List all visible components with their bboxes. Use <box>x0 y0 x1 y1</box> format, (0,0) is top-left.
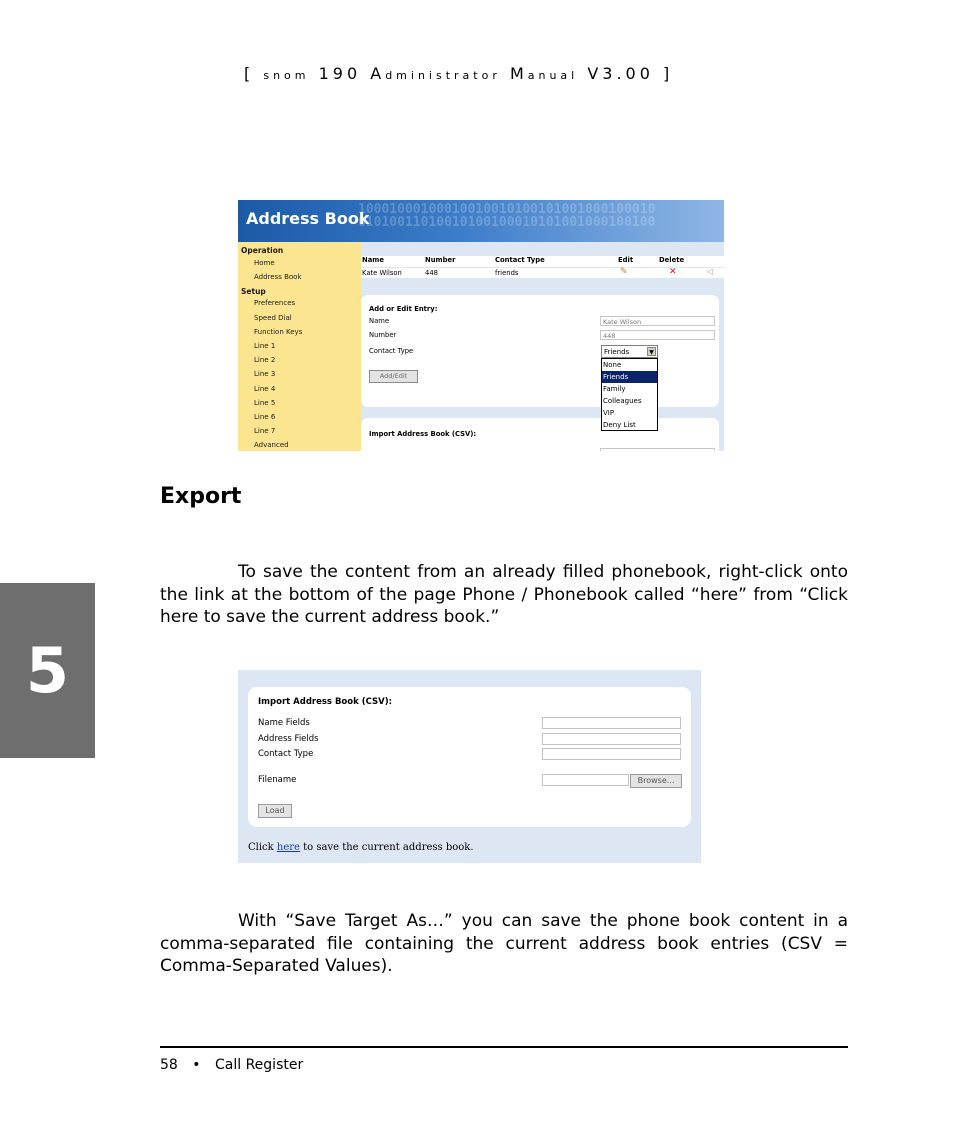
sidebar-item-preferences[interactable]: Preferences <box>254 299 296 307</box>
column-header-number: Number <box>425 256 456 264</box>
contact-type-selected: Friends <box>604 348 630 356</box>
speaker-icon[interactable]: ◁ <box>707 267 714 276</box>
add-edit-button[interactable]: Add/Edit <box>369 370 418 383</box>
chevron-down-icon[interactable]: ▼ <box>647 347 656 356</box>
import-panel <box>248 687 691 827</box>
address-book-main <box>361 242 724 451</box>
header-word-version: V3.00 <box>587 64 654 83</box>
row-contact-type: friends <box>495 269 519 277</box>
option-friends[interactable]: Friends <box>602 371 657 383</box>
filename-input[interactable] <box>542 774 629 786</box>
sidebar-item-home[interactable]: Home <box>254 259 275 267</box>
header-word-admin-rest: dministrator <box>385 69 501 82</box>
banner-binary-pattern: 10001000100010010010100101001000100010 01010011010010100100010101001000100100 <box>358 203 656 230</box>
sidebar-item-speed-dial[interactable]: Speed Dial <box>254 314 292 322</box>
option-vip[interactable]: VIP <box>603 409 615 417</box>
column-header-contact-type: Contact Type <box>495 256 545 264</box>
contact-type-label: Contact Type <box>369 347 414 355</box>
option-none[interactable]: None <box>603 361 622 369</box>
add-edit-panel <box>361 295 719 407</box>
banner-title: Address Book <box>246 209 370 228</box>
name-fields-label: Name Fields <box>258 718 310 728</box>
sidebar-item-line-3[interactable]: Line 3 <box>254 370 276 378</box>
table-row <box>361 267 724 279</box>
contact-type-dropdown <box>601 358 658 431</box>
address-fields-label: Address Fields <box>258 734 319 744</box>
import-header: Import Address Book (CSV): <box>258 697 392 707</box>
paragraph-export-instructions: To save the content from an already filled phonebook, right-click onto the link at the bottom of the page Phone / Phonebook called “here” from “Click here to save the current address book.” <box>160 562 848 627</box>
contact-type-select[interactable] <box>601 345 658 358</box>
sidebar-header-setup: Setup <box>241 287 266 296</box>
sidebar-header-operation: Operation <box>241 246 284 255</box>
import-name-input[interactable] <box>600 448 715 451</box>
footer-section: Call Register <box>215 1057 304 1073</box>
address-fields-input[interactable] <box>542 733 681 745</box>
sidebar-item-line-7[interactable]: Line 7 <box>254 427 276 435</box>
running-header <box>244 64 673 83</box>
edit-icon[interactable]: ✎ <box>620 267 628 277</box>
page-footer <box>160 1057 303 1073</box>
address-book-table <box>361 256 724 278</box>
sidebar-item-advanced[interactable]: Advanced <box>254 441 289 449</box>
option-colleagues[interactable]: Colleagues <box>603 397 642 405</box>
footer-text-post: to save the current address book. <box>303 842 474 853</box>
option-deny-list[interactable]: Deny List <box>603 421 636 429</box>
contact-type-input[interactable] <box>542 748 681 760</box>
sidebar-item-line-6[interactable]: Line 6 <box>254 413 276 421</box>
header-bracket-close: ] <box>663 64 674 83</box>
import-panel <box>361 418 719 451</box>
column-header-edit: Edit <box>618 256 634 264</box>
row-name: Kate Wilson <box>362 269 402 277</box>
header-word-snom: snom <box>263 69 310 82</box>
paragraph-save-target-as: With “Save Target As…” you can save the phone book content in a comma-separated file containing the current address book entries (CSV = Comma-Separated Values). <box>160 911 848 976</box>
column-header-name: Name <box>362 256 384 264</box>
sidebar-item-line-1[interactable]: Line 1 <box>254 342 276 350</box>
footer-rule <box>160 1046 848 1048</box>
delete-icon[interactable]: ✕ <box>669 267 677 277</box>
name-label: Name <box>369 317 390 325</box>
name-input[interactable]: Kate Wilson <box>600 316 715 326</box>
row-number: 448 <box>425 269 438 277</box>
number-input[interactable]: 448 <box>600 330 715 340</box>
here-link[interactable]: here <box>276 842 300 853</box>
footer-text-pre: Click <box>248 842 274 853</box>
name-fields-input[interactable] <box>542 717 681 729</box>
header-bracket-open: [ <box>244 64 255 83</box>
import-address-book-screenshot <box>238 670 701 863</box>
option-family[interactable]: Family <box>603 385 626 393</box>
header-word-admin-initial: A <box>370 64 386 83</box>
sidebar-item-address-book[interactable]: Address Book <box>254 273 302 281</box>
header-word-model: 190 <box>318 64 362 83</box>
sidebar <box>238 242 361 451</box>
sidebar-item-line-4[interactable]: Line 4 <box>254 385 276 393</box>
footer-bullet: • <box>192 1057 201 1073</box>
sidebar-item-line-2[interactable]: Line 2 <box>254 356 276 364</box>
contact-type-label: Contact Type <box>258 749 314 759</box>
add-edit-header: Add or Edit Entry: <box>369 305 438 313</box>
column-header-delete: Delete <box>659 256 685 264</box>
address-book-banner <box>238 200 724 242</box>
filename-label: Filename <box>258 775 297 785</box>
header-word-manual-rest: anual <box>527 69 579 82</box>
address-book-screenshot <box>238 200 724 451</box>
sidebar-item-function-keys[interactable]: Function Keys <box>254 328 303 336</box>
chapter-tab: 5 <box>0 583 95 758</box>
header-word-manual-initial: M <box>509 64 528 83</box>
page-number: 58 <box>160 1057 178 1073</box>
sidebar-item-line-5[interactable]: Line 5 <box>254 399 276 407</box>
number-label: Number <box>369 331 397 339</box>
section-heading: Export <box>160 484 242 509</box>
browse-button[interactable]: Browse... <box>630 774 682 788</box>
save-address-book-line <box>248 842 474 853</box>
import-header: Import Address Book (CSV): <box>369 430 477 438</box>
load-button[interactable]: Load <box>258 804 292 818</box>
